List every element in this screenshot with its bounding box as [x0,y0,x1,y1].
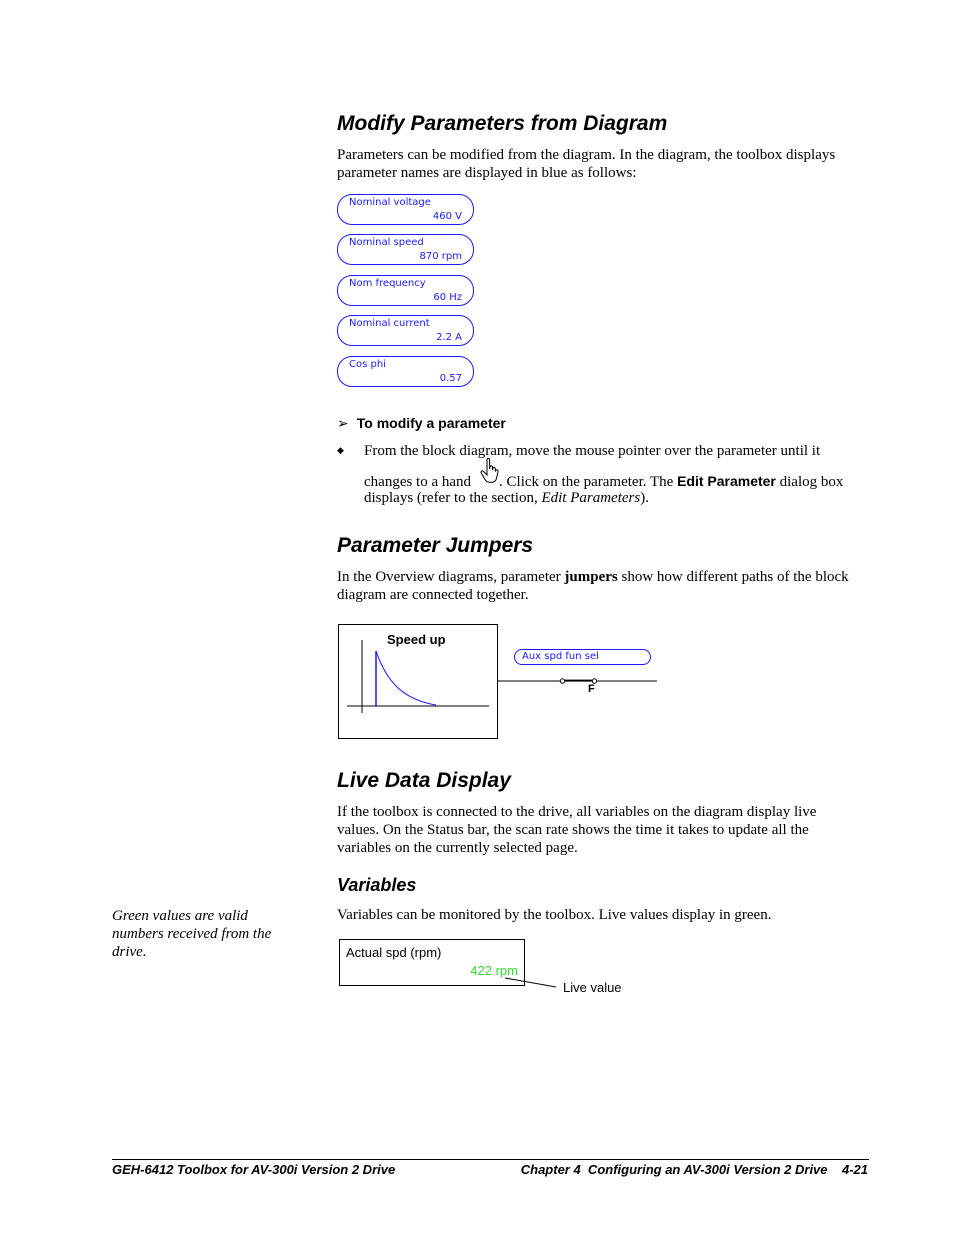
live-line-2: values. On the Status bar, the scan rate shows the time it takes to update all the [337,822,809,838]
arrow-icon: ➢ [337,415,349,431]
param-nom-frequency[interactable] [337,275,474,306]
modify-intro [337,146,835,182]
live-line-3: variables on the currently selected page. [337,840,578,856]
procedure-step [364,442,874,460]
step-line-2-part-a: changes to a hand [364,474,472,490]
aux-spd-fun-sel-label: Aux spd fun sel [522,651,599,662]
decay-curve-graphic [339,625,497,738]
step-line-3-part-a: displays (refer to the section, [364,490,538,506]
param-name: Nom frequency [349,278,426,289]
param-name: Nominal speed [349,237,424,248]
modify-intro-line-1: Parameters can be modified from the diagram. In the diagram, the toolbox displays [337,147,836,163]
param-name: Nominal voltage [349,197,431,208]
live-text [337,803,816,857]
footer-right: Chapter 4 Configuring an AV-300i Version 2 Drive 4-21 [520,1162,868,1177]
param-value: 0.57 [439,373,462,384]
bullet-icon: ◆ [337,445,344,455]
param-value: 460 V [432,211,462,222]
jumpers-text [337,568,849,604]
param-value: 870 rpm [419,251,462,262]
live-value-callout: Live value [563,980,622,995]
heading-live-data-display: Live Data Display [337,769,511,792]
step-line-2-part-c: dialog box [779,474,844,490]
live-value: 422 rpm [470,963,518,978]
live-line-1: If the toolbox is connected to the drive, all variables on the diagram display live [337,804,817,820]
param-value: 2.2 A [436,332,462,343]
heading-parameter-jumpers: Parameter Jumpers [337,534,534,557]
step-line-2-part-b: . Click on the parameter. The [499,474,674,490]
param-nominal-voltage[interactable] [337,194,474,225]
aux-spd-fun-sel-parameter[interactable] [514,649,651,665]
heading-modify-parameters: Modify Parameters from Diagram [337,112,668,135]
jumpers-term: jumpers [564,569,618,585]
param-cos-phi[interactable] [337,356,474,387]
jumper-connection-graphic [498,675,660,687]
param-nominal-current[interactable] [337,315,474,346]
callout-leader-line [500,975,560,991]
jumper-label: F [588,683,595,695]
param-name: Cos phi [349,359,386,370]
jumpers-line-2: diagram are connected together. [337,587,529,603]
speed-up-block [338,624,498,739]
modify-intro-line-2: parameter names are displayed in blue as follows: [337,165,637,181]
side-note-line-2: numbers received from the [112,926,272,942]
side-note [112,907,271,961]
side-note-line-3: drive. [112,944,147,960]
side-note-line-1: Green values are valid [112,908,248,924]
param-name: Nominal current [349,318,430,329]
param-nominal-speed[interactable] [337,234,474,265]
heading-variables: Variables [337,875,417,895]
footer-left: GEH-6412 Toolbox for AV-300i Version 2 Drive [112,1162,396,1177]
footer-rule [112,1159,869,1160]
param-value: 60 Hz [433,292,462,303]
procedure-heading [337,415,506,433]
step-line-3 [364,489,649,507]
jumpers-line-1 [337,568,849,586]
edit-parameters-link[interactable]: Edit Parameters [541,490,641,506]
procedure-title: To modify a parameter [356,415,506,431]
edit-parameter-term: Edit Parameter [677,473,776,489]
variables-text: Variables can be monitored by the toolbox. Live values display in green. [337,907,772,923]
actual-spd-variable-box[interactable] [339,939,525,986]
step-line-1: From the block diagram, move the mouse pointer over the parameter until it [364,443,821,459]
speed-up-title: Speed up [387,632,446,647]
variable-label: Actual spd (rpm) [346,945,442,960]
jumpers-line-1-part-a: In the Overview diagrams, parameter [337,569,561,585]
step-line-3-part-b: ). [640,490,649,506]
jumpers-line-1-part-b: show how different paths of the block [621,569,849,585]
